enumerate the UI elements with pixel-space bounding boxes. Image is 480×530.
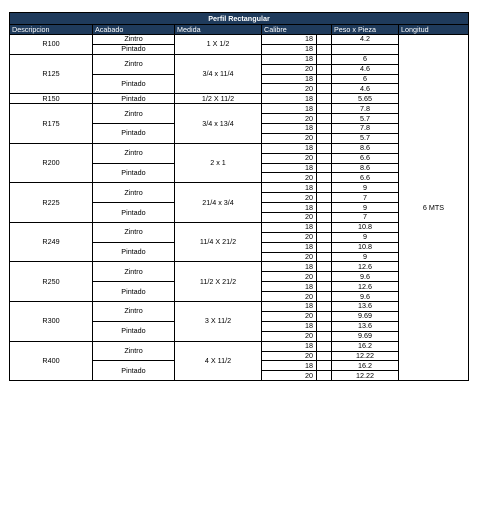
calibre-spacer-cell bbox=[317, 232, 332, 242]
acabado-cell: Pintado bbox=[93, 74, 175, 94]
peso-cell: 7 bbox=[332, 213, 399, 223]
calibre-gauge-cell: 18 bbox=[262, 163, 317, 173]
calibre-spacer-cell bbox=[317, 133, 332, 143]
calibre-spacer-cell bbox=[317, 262, 332, 272]
calibre-spacer-cell bbox=[317, 74, 332, 84]
descripcion-cell: R225 bbox=[10, 183, 93, 223]
acabado-cell: Zintro bbox=[93, 262, 175, 282]
calibre-spacer-cell bbox=[317, 193, 332, 203]
medida-cell: 21/4 x 3/4 bbox=[175, 183, 262, 223]
calibre-spacer-cell bbox=[317, 173, 332, 183]
calibre-gauge-cell: 20 bbox=[262, 84, 317, 94]
calibre-gauge-cell: 20 bbox=[262, 252, 317, 262]
calibre-gauge-cell: 18 bbox=[262, 262, 317, 272]
calibre-gauge-cell: 18 bbox=[262, 321, 317, 331]
calibre-spacer-cell bbox=[317, 282, 332, 292]
header-peso-x-pieza: Peso x Pieza bbox=[332, 25, 399, 35]
calibre-gauge-cell: 20 bbox=[262, 173, 317, 183]
acabado-cell: Zintro bbox=[93, 183, 175, 203]
acabado-cell: Pintado bbox=[93, 321, 175, 341]
peso-cell: 6 bbox=[332, 54, 399, 64]
peso-cell: 10.8 bbox=[332, 242, 399, 252]
calibre-gauge-cell: 18 bbox=[262, 282, 317, 292]
acabado-cell: Pintado bbox=[93, 124, 175, 144]
peso-cell: 4.6 bbox=[332, 84, 399, 94]
acabado-cell: Pintado bbox=[93, 163, 175, 183]
calibre-spacer-cell bbox=[317, 84, 332, 94]
descripcion-cell: R100 bbox=[10, 35, 93, 55]
calibre-spacer-cell bbox=[317, 153, 332, 163]
calibre-gauge-cell: 20 bbox=[262, 133, 317, 143]
calibre-gauge-cell: 18 bbox=[262, 35, 317, 45]
acabado-cell: Zintro bbox=[93, 104, 175, 124]
descripcion-cell: R175 bbox=[10, 104, 93, 144]
peso-cell: 6.6 bbox=[332, 153, 399, 163]
peso-cell: 16.2 bbox=[332, 341, 399, 351]
calibre-gauge-cell: 18 bbox=[262, 183, 317, 193]
calibre-gauge-cell: 18 bbox=[262, 54, 317, 64]
calibre-spacer-cell bbox=[317, 311, 332, 321]
table-title: Perfil Rectangular bbox=[10, 13, 469, 25]
peso-cell: 9 bbox=[332, 183, 399, 193]
calibre-spacer-cell bbox=[317, 351, 332, 361]
calibre-gauge-cell: 20 bbox=[262, 351, 317, 361]
peso-cell: 5.65 bbox=[332, 94, 399, 104]
calibre-spacer-cell bbox=[317, 94, 332, 104]
peso-cell: 4.2 bbox=[332, 35, 399, 45]
peso-cell: 12.22 bbox=[332, 351, 399, 361]
calibre-gauge-cell: 20 bbox=[262, 371, 317, 381]
longitud-cell: 6 MTS bbox=[399, 35, 469, 381]
header-longitud: Longitud bbox=[399, 25, 469, 35]
peso-cell: 12.6 bbox=[332, 282, 399, 292]
calibre-gauge-cell: 20 bbox=[262, 311, 317, 321]
calibre-spacer-cell bbox=[317, 44, 332, 54]
calibre-spacer-cell bbox=[317, 104, 332, 114]
calibre-spacer-cell bbox=[317, 292, 332, 302]
calibre-gauge-cell: 20 bbox=[262, 193, 317, 203]
calibre-gauge-cell: 18 bbox=[262, 104, 317, 114]
descripcion-cell: R200 bbox=[10, 143, 93, 183]
calibre-spacer-cell bbox=[317, 242, 332, 252]
medida-cell: 1 X 1/2 bbox=[175, 35, 262, 55]
calibre-gauge-cell: 18 bbox=[262, 361, 317, 371]
calibre-gauge-cell: 18 bbox=[262, 44, 317, 54]
acabado-cell: Zintro bbox=[93, 35, 175, 45]
calibre-spacer-cell bbox=[317, 272, 332, 282]
descripcion-cell: R125 bbox=[10, 54, 93, 94]
peso-cell: 16.2 bbox=[332, 361, 399, 371]
peso-cell: 9 bbox=[332, 203, 399, 213]
peso-cell: 13.6 bbox=[332, 321, 399, 331]
calibre-spacer-cell bbox=[317, 124, 332, 134]
peso-cell: 4.6 bbox=[332, 64, 399, 74]
acabado-cell: Zintro bbox=[93, 143, 175, 163]
peso-cell: 7.8 bbox=[332, 104, 399, 114]
acabado-cell: Pintado bbox=[93, 44, 175, 54]
peso-cell: 9.6 bbox=[332, 272, 399, 282]
calibre-gauge-cell: 18 bbox=[262, 341, 317, 351]
acabado-cell: Zintro bbox=[93, 302, 175, 322]
peso-cell: 5.7 bbox=[332, 114, 399, 124]
descripcion-cell: R150 bbox=[10, 94, 93, 104]
descripcion-cell: R300 bbox=[10, 302, 93, 342]
calibre-gauge-cell: 20 bbox=[262, 114, 317, 124]
peso-cell: 7 bbox=[332, 193, 399, 203]
calibre-spacer-cell bbox=[317, 361, 332, 371]
peso-cell: 5.7 bbox=[332, 133, 399, 143]
acabado-cell: Pintado bbox=[93, 203, 175, 223]
header-descripcion: Descripcion bbox=[10, 25, 93, 35]
calibre-spacer-cell bbox=[317, 54, 332, 64]
calibre-spacer-cell bbox=[317, 203, 332, 213]
peso-cell: 12.22 bbox=[332, 371, 399, 381]
peso-cell: 9 bbox=[332, 252, 399, 262]
calibre-gauge-cell: 20 bbox=[262, 232, 317, 242]
medida-cell: 3 X 11/2 bbox=[175, 302, 262, 342]
calibre-gauge-cell: 18 bbox=[262, 74, 317, 84]
peso-cell: 12.6 bbox=[332, 262, 399, 272]
peso-cell: 8.6 bbox=[332, 143, 399, 153]
medida-cell: 1/2 X 11/2 bbox=[175, 94, 262, 104]
peso-cell bbox=[332, 44, 399, 54]
calibre-spacer-cell bbox=[317, 163, 332, 173]
peso-cell: 9.69 bbox=[332, 331, 399, 341]
calibre-gauge-cell: 18 bbox=[262, 143, 317, 153]
perfil-rectangular-table bbox=[9, 12, 469, 381]
calibre-spacer-cell bbox=[317, 35, 332, 45]
peso-cell: 8.6 bbox=[332, 163, 399, 173]
medida-cell: 3/4 x 11/4 bbox=[175, 54, 262, 94]
peso-cell: 6 bbox=[332, 74, 399, 84]
acabado-cell: Zintro bbox=[93, 222, 175, 242]
medida-cell: 11/4 X 21/2 bbox=[175, 222, 262, 262]
calibre-spacer-cell bbox=[317, 222, 332, 232]
calibre-spacer-cell bbox=[317, 341, 332, 351]
calibre-gauge-cell: 20 bbox=[262, 153, 317, 163]
peso-cell: 7.8 bbox=[332, 124, 399, 134]
calibre-gauge-cell: 18 bbox=[262, 203, 317, 213]
header-calibre: Calibre bbox=[262, 25, 332, 35]
peso-cell: 9 bbox=[332, 232, 399, 242]
calibre-spacer-cell bbox=[317, 114, 332, 124]
calibre-gauge-cell: 18 bbox=[262, 222, 317, 232]
calibre-spacer-cell bbox=[317, 64, 332, 74]
acabado-cell: Zintro bbox=[93, 341, 175, 361]
calibre-spacer-cell bbox=[317, 321, 332, 331]
calibre-gauge-cell: 20 bbox=[262, 331, 317, 341]
calibre-gauge-cell: 18 bbox=[262, 302, 317, 312]
peso-cell: 9.69 bbox=[332, 311, 399, 321]
descripcion-cell: R400 bbox=[10, 341, 93, 381]
header-acabado: Acabado bbox=[93, 25, 175, 35]
calibre-spacer-cell bbox=[317, 302, 332, 312]
peso-cell: 9.6 bbox=[332, 292, 399, 302]
descripcion-cell: R250 bbox=[10, 262, 93, 302]
header-medida: Medida bbox=[175, 25, 262, 35]
acabado-cell: Pintado bbox=[93, 282, 175, 302]
calibre-spacer-cell bbox=[317, 143, 332, 153]
calibre-gauge-cell: 20 bbox=[262, 272, 317, 282]
peso-cell: 6.6 bbox=[332, 173, 399, 183]
acabado-cell: Pintado bbox=[93, 361, 175, 381]
table-row bbox=[10, 35, 469, 45]
descripcion-cell: R249 bbox=[10, 222, 93, 262]
medida-cell: 2 x 1 bbox=[175, 143, 262, 183]
acabado-cell: Pintado bbox=[93, 242, 175, 262]
medida-cell: 11/2 X 21/2 bbox=[175, 262, 262, 302]
acabado-cell: Zintro bbox=[93, 54, 175, 74]
calibre-gauge-cell: 20 bbox=[262, 64, 317, 74]
medida-cell: 4 X 11/2 bbox=[175, 341, 262, 381]
peso-cell: 13.6 bbox=[332, 302, 399, 312]
calibre-spacer-cell bbox=[317, 371, 332, 381]
calibre-gauge-cell: 18 bbox=[262, 124, 317, 134]
calibre-gauge-cell: 18 bbox=[262, 94, 317, 104]
medida-cell: 3/4 x 13/4 bbox=[175, 104, 262, 144]
peso-cell: 10.8 bbox=[332, 222, 399, 232]
calibre-spacer-cell bbox=[317, 183, 332, 193]
calibre-gauge-cell: 20 bbox=[262, 213, 317, 223]
calibre-gauge-cell: 20 bbox=[262, 292, 317, 302]
acabado-cell: Pintado bbox=[93, 94, 175, 104]
calibre-spacer-cell bbox=[317, 252, 332, 262]
calibre-spacer-cell bbox=[317, 331, 332, 341]
calibre-gauge-cell: 18 bbox=[262, 242, 317, 252]
calibre-spacer-cell bbox=[317, 213, 332, 223]
